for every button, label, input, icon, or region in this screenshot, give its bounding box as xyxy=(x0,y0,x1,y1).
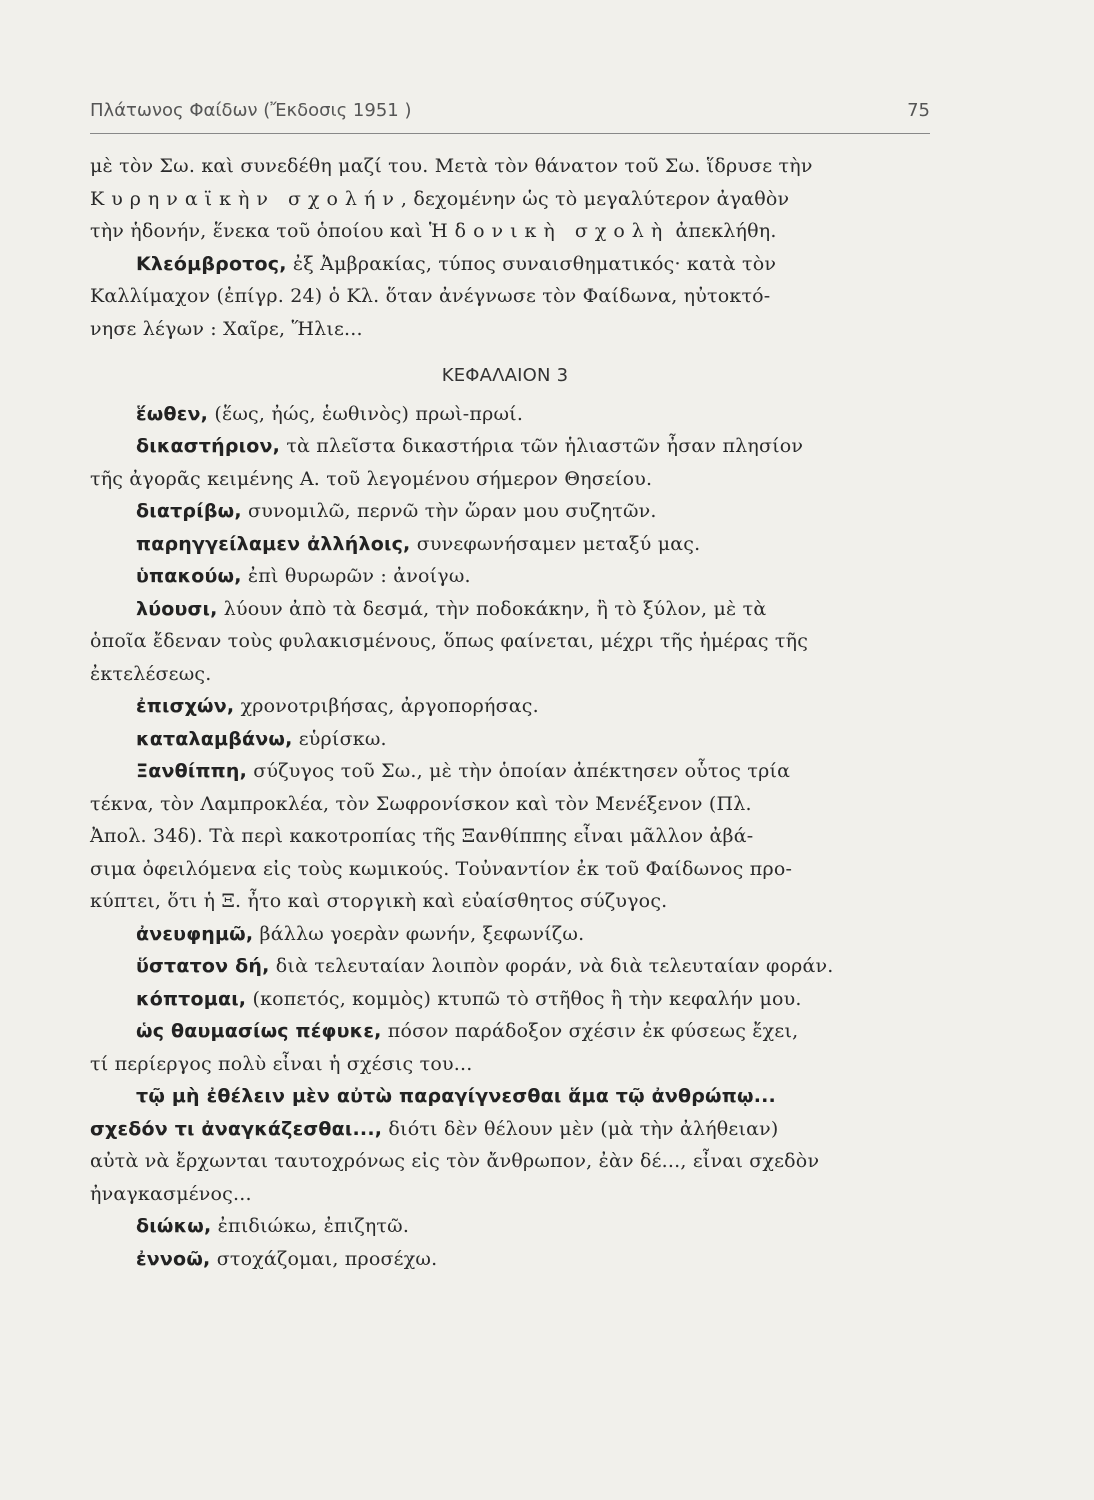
entry-first-line xyxy=(90,1243,920,1276)
entry-term: δικαστήριον, xyxy=(136,435,281,457)
entry-definition: τί περίεργος πολὺ εἶναι ἡ σχέσις του... xyxy=(90,1052,473,1075)
line-text: Καλλίμαχον (ἐπίγρ. 24) ὁ Κλ. ὅταν ἀνέγνωσε τὸν Φαίδωνα, ηὐτοκτό- xyxy=(90,285,771,307)
entry-definition: κύπτει, ὅτι ἡ Ξ. ἦτο καὶ στοργικὴ καὶ εὐαίσθητος σύζυγος. xyxy=(90,890,668,912)
entry-term: ἐννοῶ, xyxy=(136,1247,211,1270)
text-line xyxy=(90,183,920,216)
line-text: ἀπεκλήθη. xyxy=(669,220,777,242)
header-rule xyxy=(90,133,930,134)
entry-term: Ξανθίππη, xyxy=(136,760,248,782)
entry-continuation-line xyxy=(90,885,920,918)
entry-continuation-line xyxy=(90,1048,920,1081)
entry-first-line xyxy=(90,593,920,626)
entry-first-line xyxy=(90,560,920,593)
entry-first-line xyxy=(90,1210,920,1243)
entry-term: ὑπακούω, xyxy=(136,565,242,587)
header-title: Πλάτωνος Φαίδων (Ἔκδοσις 1951 ) xyxy=(90,100,412,121)
entry-continuation-line xyxy=(90,820,920,853)
entry-first-line xyxy=(90,723,920,756)
entry-definition: σιμα ὀφειλόμενα εἰς τοὺς κωμικούς. Τοὐναντίον ἐκ τοῦ Φαίδωνος προ- xyxy=(90,857,793,880)
entry-term: διατρίβω, xyxy=(136,500,242,522)
entry-definition: ἠναγκασμένος... xyxy=(90,1182,252,1205)
entry-definition: (κοπετός, κομμὸς) κτυπῶ τὸ στῆθος ἢ τὴν κεφαλήν μου. xyxy=(246,987,802,1010)
entry-definition: αὐτὰ νὰ ἔρχωνται ταυτοχρόνως εἰς τὸν ἄνθρωπον, ἐὰν δέ..., εἶναι σχεδὸν xyxy=(90,1150,820,1172)
page-number: 75 xyxy=(907,100,930,121)
entry-term: καταλαμβάνω, xyxy=(136,727,293,750)
entry-definition: διότι δὲν θέλουν μὲν (μὰ τὴν ἀλήθειαν) xyxy=(382,1117,779,1140)
entry-term: ὕστατον δή, xyxy=(136,955,270,977)
entry-term: ἐπισχών, xyxy=(136,695,235,717)
body-text xyxy=(90,150,920,1275)
entry-definition: (ἕως, ἠώς, ἑωθινὸς) πρωὶ-πρωί. xyxy=(208,402,524,425)
text-line xyxy=(90,150,920,183)
entry-term: Κλεόμβροτος, xyxy=(136,252,287,275)
entry-first-line xyxy=(90,755,920,788)
spaced-term: Ἡδονικὴ σχολὴ xyxy=(428,220,670,242)
entry-continuation-line xyxy=(90,625,920,658)
entry-first-line xyxy=(90,1015,920,1048)
entry-definition: Ἀπολ. 34δ). Τὰ περὶ κακοτροπίας τῆς Ξανθίππης εἶναι μᾶλλον ἀβά- xyxy=(90,825,754,847)
chapter-heading: ΚΕΦΑΛΑΙΟΝ 3 xyxy=(441,365,569,386)
entry-definition: λύουν ἀπὸ τὰ δεσμά, τὴν ποδοκάκην, ἢ τὸ ξύλον, μὲ τὰ xyxy=(217,597,767,620)
entry-term: ἀνευφημῶ, xyxy=(136,922,254,945)
entry-continuation-line xyxy=(90,1145,920,1178)
entry-first-line xyxy=(90,495,920,528)
line-text: νησε λέγων : Χαῖρε, Ἥλιε... xyxy=(90,317,363,340)
entry-continuation-line xyxy=(90,658,920,691)
entry-definition: εὑρίσκω. xyxy=(292,727,387,750)
entry-first-line xyxy=(90,983,920,1016)
entry-continuation-line xyxy=(90,853,920,886)
entry-first-line xyxy=(90,528,920,561)
entry-first-line xyxy=(90,950,920,983)
entry-definition: πόσον παράδοξον σχέσιν ἐκ φύσεως ἔχει, xyxy=(381,1020,799,1042)
entry-term: σχεδόν τι ἀναγκάζεσθαι..., xyxy=(90,1117,383,1140)
entry-term: διώκω, xyxy=(136,1215,212,1237)
entry-term: τῷ μὴ ἐθέλειν μὲν αὐτὼ παραγίγνεσθαι ἅμα τῷ ἀνθρώπῳ... xyxy=(136,1085,776,1107)
text-line xyxy=(90,280,920,313)
spaced-term: Κυρηναϊκὴν σχολήν xyxy=(90,187,401,210)
entry-definition: ἐκτελέσεως. xyxy=(90,662,212,685)
entry-continuation-line xyxy=(90,1178,920,1211)
entry-continuation-line xyxy=(90,463,920,496)
entry-first-line xyxy=(90,918,920,951)
running-header xyxy=(90,96,930,136)
entry-definition: συνομιλῶ, περνῶ τὴν ὥραν μου συζητῶν. xyxy=(241,500,657,522)
entry-definition: ὁποῖα ἔδεναν τοὺς φυλακισμένους, ὅπως φαίνεται, μέχρι τῆς ἡμέρας τῆς xyxy=(90,630,809,652)
entry-definition: χρονοτριβήσας, ἀργοπορήσας. xyxy=(234,695,539,717)
glossary-entries xyxy=(90,398,920,1081)
entry-first-line xyxy=(90,248,920,281)
text-line xyxy=(90,313,920,346)
text-line xyxy=(90,215,920,248)
entry-definition: διὰ τελευταίαν λοιπὸν φοράν, νὰ διὰ τελευταίαν φοράν. xyxy=(269,955,834,977)
entry-term: ἕωθεν, xyxy=(136,402,209,425)
entry-continuation-line xyxy=(90,788,920,821)
entry-continuation-line xyxy=(90,1113,920,1146)
line-text: μὲ τὸν Σω. καὶ συνεδέθη μαζί του. Μετὰ τὸν θάνατον τοῦ Σω. ἵδρυσε τὴν xyxy=(90,155,813,177)
entry-definition: τῆς ἀγορᾶς κειμένης Α. τοῦ λεγομένου σήμερον Θησείου. xyxy=(90,467,653,490)
entry-definition: τέκνα, τὸν Λαμπροκλέα, τὸν Σωφρονίσκον καὶ τὸν Μενέξενον (Πλ. xyxy=(90,792,752,815)
entry-definition: ἐπιδιώκω, ἐπιζητῶ. xyxy=(211,1215,410,1237)
entry-term: κόπτομαι, xyxy=(136,987,247,1010)
entry-first-line xyxy=(90,398,920,431)
entry-first-line xyxy=(90,690,920,723)
entry-first-line xyxy=(90,1080,920,1113)
line-text: τὴν ἡδονήν, ἕνεκα τοῦ ὁποίου καὶ xyxy=(90,220,429,242)
entry-definition: βάλλω γοερὰν φωνήν, ξεφωνίζω. xyxy=(253,922,585,945)
entry-definition: ἐξ Ἀμβρακίας, τύπος συναισθηματικός· κατὰ τὸν xyxy=(286,252,777,275)
entry-term: ὡς θαυμασίως πέφυκε, xyxy=(136,1020,382,1042)
line-text: , δεχομένην ὡς τὸ μεγαλύτερον ἀγαθὸν xyxy=(400,187,790,210)
entry-definition: σύζυγος τοῦ Σω., μὲ τὴν ὁποίαν ἀπέκτησεν οὗτος τρία xyxy=(247,760,791,782)
entry-definition: τὰ πλεῖστα δικαστήρια τῶν ἡλιαστῶν ἦσαν πλησίον xyxy=(280,435,804,457)
entry-term: παρηγγείλαμεν ἀλλήλοις, xyxy=(136,532,411,555)
entry-first-line xyxy=(90,430,920,463)
entry-definition: στοχάζομαι, προσέχω. xyxy=(210,1247,438,1270)
glossary-tail-entries xyxy=(90,1210,920,1275)
entry-term: λύουσι, xyxy=(136,597,218,620)
entry-definition: συνεφωνήσαμεν μεταξύ μας. xyxy=(410,532,701,555)
entry-definition: ἐπὶ θυρωρῶν : ἀνοίγω. xyxy=(241,565,471,587)
